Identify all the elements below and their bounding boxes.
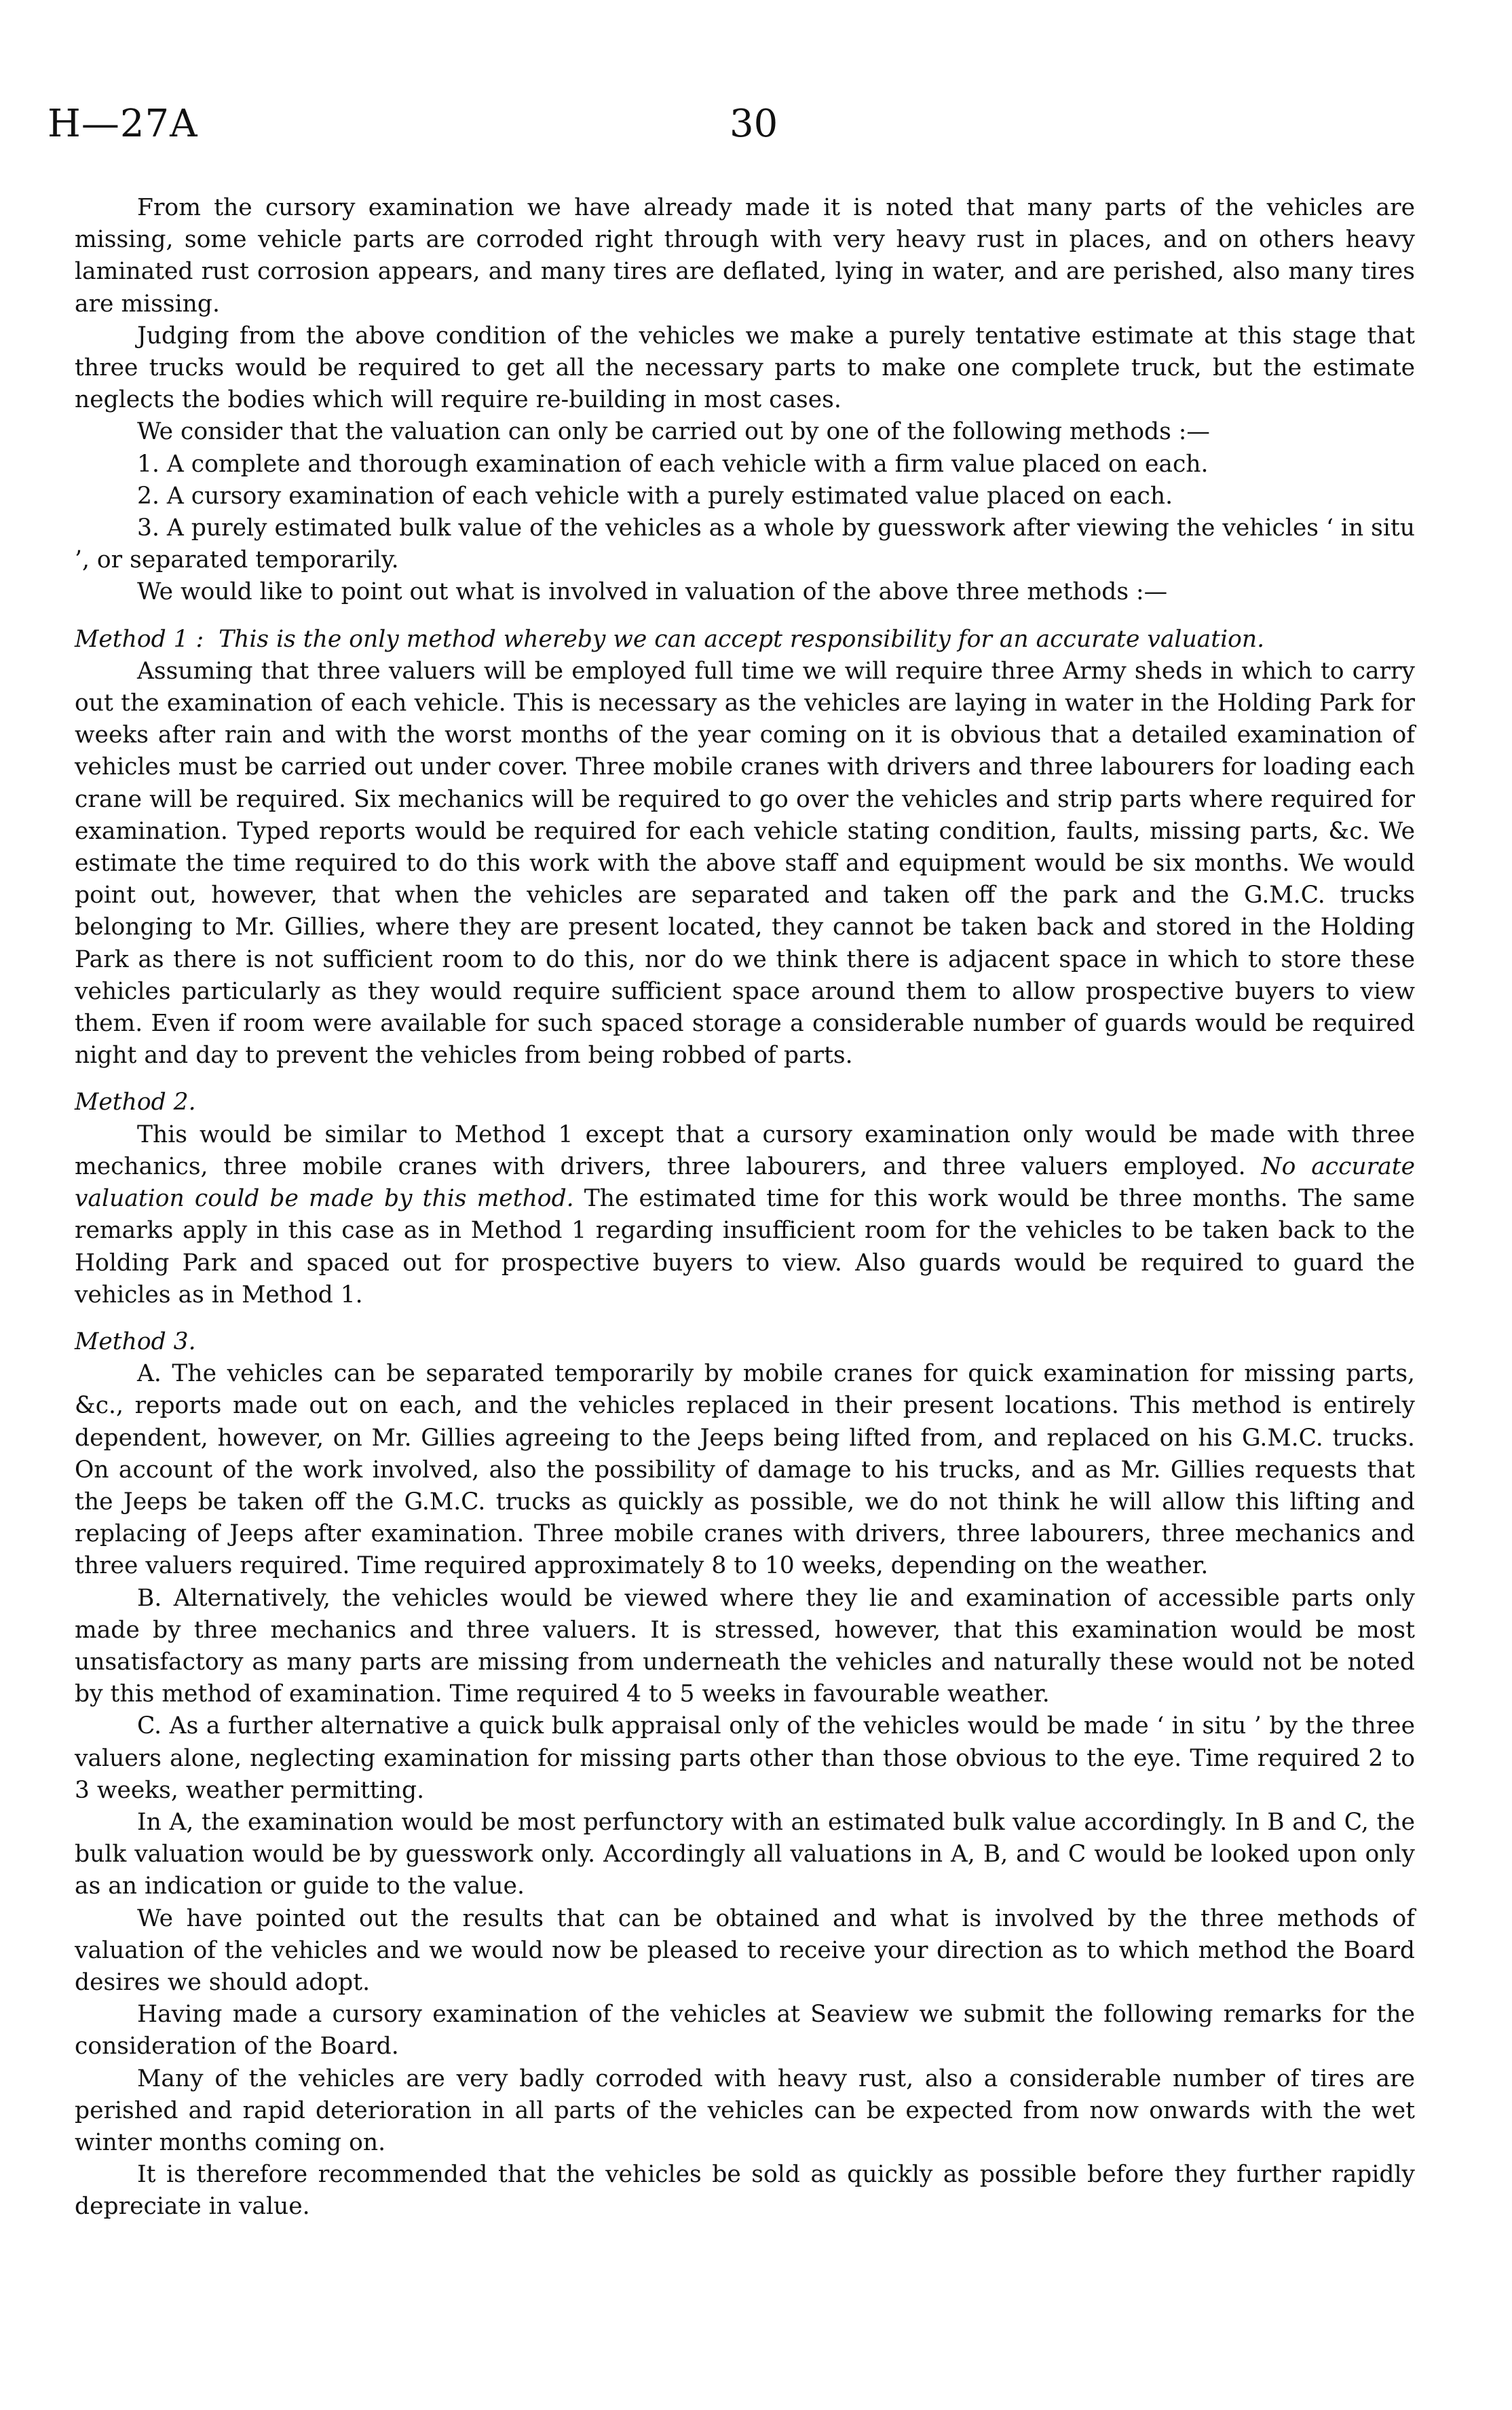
paragraph-methods-involved: We would like to point out what is involved in valuation of the above three methods :—	[137, 578, 1168, 606]
document-reference: H—27A	[48, 102, 198, 146]
closing-paragraph-direction: We have pointed out the results that can be obtained and what is involved by the three methods of valuation of the vehicles and we would now be pleased to receive your direction as to which method the Board desires we should adopt.	[75, 1904, 1415, 1996]
method-2-text-b: The estimated time for this work would be three months. The same remarks apply in this case as in Method 1 regarding insufficient room for the vehicles to be taken back to the Holding Park and spaced out for prospective buyers to view. Also guards would be required to guard the vehicles as in Method 1.	[75, 1185, 1415, 1308]
paragraph-tentative-estimate: Judging from the above condition of the vehicles we make a purely tentative estimate at this stage that three trucks would be required to get all the necessary parts to make one complete truck, but the estimate neglects the bodies which will require re-building in most cases.	[75, 322, 1415, 414]
method-list-item-3: 3. A purely estimated bulk value of the vehicles as a whole by guesswork after viewing the vehicles ‘ in situ ’, or separated temporarily.	[75, 514, 1415, 574]
method-2-heading: Method 2.	[75, 1089, 196, 1116]
method-3-option-a: A. The vehicles can be separated temporarily by mobile cranes for quick examination for missing parts, &c., reports made out on each, and the vehicles replaced in their present locations. This method is entirely dependent, however, on Mr. Gillies agreeing to the Jeeps being lifted from, and replaced on his G.M.C. trucks. On account of the work involved, also the possibility of damage to his trucks, and as Mr. Gillies requests that the Jeeps be taken off the G.M.C. trucks as quickly as possible, we do not think he will allow this lifting and replacing of Jeeps after examination. Three mobile cranes with drivers, three labourers, three mechanics and three valuers required. Time required approximately 8 to 10 weeks, depending on the weather.	[75, 1360, 1415, 1580]
closing-paragraph-corrosion: Many of the vehicles are very badly corroded with heavy rust, also a considerable number of tires are perished and rapid deterioration in all parts of the vehicles can be expected from now onwards with the wet winter months coming on.	[75, 2065, 1415, 2156]
method-3-heading: Method 3.	[75, 1328, 196, 1355]
method-1-statement: This is the only method whereby we can accept responsibility for an accurate valuation.	[219, 625, 1265, 653]
paragraph-cursory-examination: From the cursory examination we have already made it is noted that many parts of the vehicles are missing, some vehicle parts are corroded right through with very heavy rust in places, and on others heavy laminated rust corrosion appears, and many tires are deflated, lying in water, and are perished, also many tires are missing.	[75, 194, 1415, 318]
method-3-option-c: C. As a further alternative a quick bulk appraisal only of the vehicles would be made ‘ in situ ’ by the three valuers alone, neglecting examination for missing parts other than those obvious to the eye. Time required 2 to 3 weeks, weather permitting.	[75, 1712, 1415, 1804]
method-2-text-a: This would be similar to Method 1 except that a cursory examination only would be made with three mechanics, three mobile cranes with drivers, three labourers, and three valuers employed.	[75, 1121, 1415, 1180]
page-header	[48, 102, 1464, 156]
closing-paragraph-seaview: Having made a cursory examination of the vehicles at Seaview we submit the following remarks for the consideration of the Board.	[75, 2001, 1415, 2060]
method-1-text: Assuming that three valuers will be employed full time we will require three Army sheds in which to carry out the examination of each vehicle. This is necessary as the vehicles are laying in water in the Holding Park for weeks after rain and with the worst months of the year coming on it is obvious that a detailed examination of vehicles must be carried out under cover. Three mobile cranes with drivers and three labourers for loading each crane will be required. Six mechanics will be required to go over the vehicles and strip parts where required for examination. Typed reports would be required for each vehicle stating condition, faults, missing parts, &c. We estimate the time required to do this work with the above staff and equipment would be six months. We would point out, however, that when the vehicles are separated and taken off the park and the G.M.C. trucks belonging to Mr. Gillies, where they are present located, they cannot be taken back and stored in the Holding Park as there is not sufficient room to do this, nor do we think there is adjacent space in which to store these vehicles particularly as they would require sufficient space around them to allow prospective buyers to view them. Even if room were available for such spaced storage a considerable number of guards would be required night and day to prevent the vehicles from being robbed of parts.	[75, 657, 1415, 1070]
closing-paragraph-recommendation: It is therefore recommended that the vehicles be sold as quickly as possible before they further rapidly depreciate in value.	[75, 2161, 1415, 2221]
method-1-heading	[75, 624, 1415, 656]
page-number: 30	[730, 102, 778, 146]
method-2-text-italic: No accurate valuation could be made by this method.	[75, 1152, 1415, 1213]
method-1-label: Method 1 :	[75, 625, 204, 653]
method-2-text	[75, 1119, 1415, 1311]
method-3-option-b: B. Alternatively, the vehicles would be viewed where they lie and examination of accessible parts only made by three mechanics and three valuers. It is stressed, however, that this examination would be most unsatisfactory as many parts are missing from underneath the vehicles and naturally these would not be noted by this method of examination. Time required 4 to 5 weeks in favourable weather.	[75, 1584, 1415, 1708]
method-list-item-2: 2. A cursory examination of each vehicle with a purely estimated value placed on each.	[137, 482, 1173, 510]
method-3-summary: In A, the examination would be most perfunctory with an estimated bulk value accordingly. In B and C, the bulk valuation would be by guesswork only. Accordingly all valuations in A, B, and C would be looked upon only as an indication or guide to the value.	[75, 1808, 1415, 1900]
paragraph-valuation-methods-intro: We consider that the valuation can only be carried out by one of the following methods :—	[137, 418, 1210, 446]
document-body	[75, 192, 1415, 2223]
method-list-item-1: 1. A complete and thorough examination of each vehicle with a firm value placed on each.	[137, 450, 1209, 478]
